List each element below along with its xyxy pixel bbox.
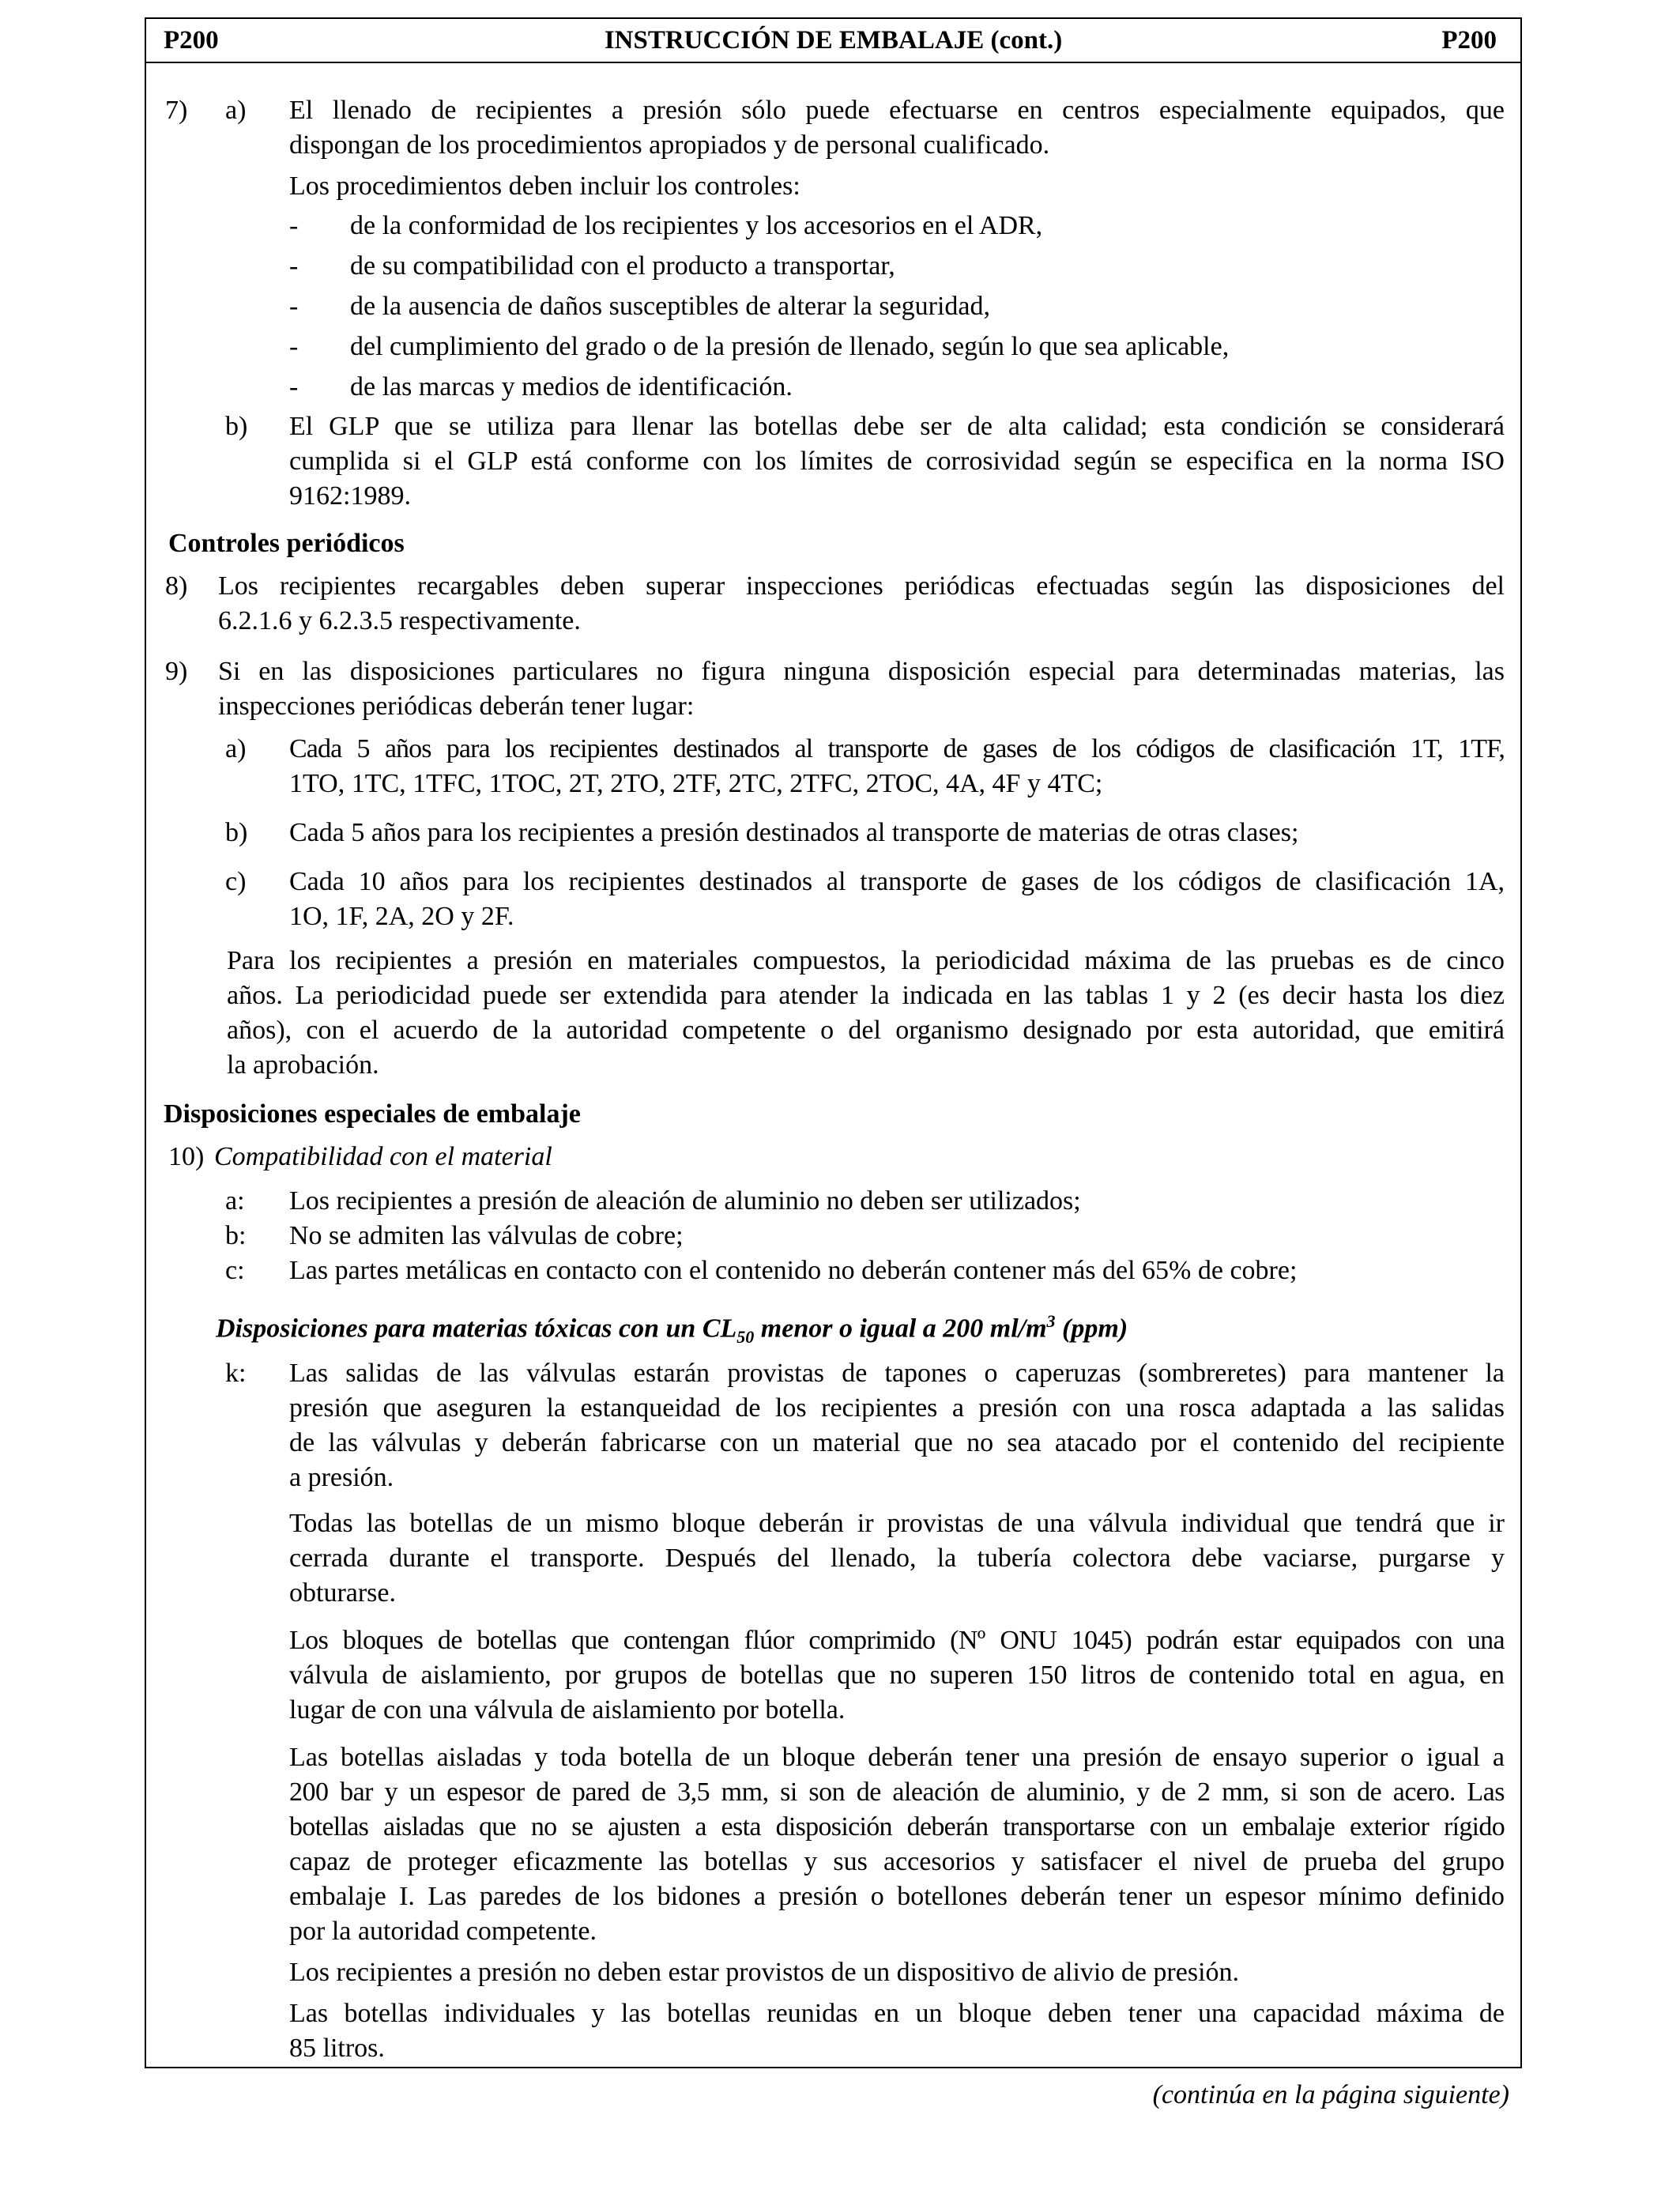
item-10c-text: Las partes metálicas en contacto con el contenido no deberán contener más del 65% de cobre; <box>289 1256 1298 1285</box>
item-10c-label: c: <box>225 1256 245 1285</box>
item-9b-line: Cada 5 años para los recipientes a presión destinados al transporte de materias de otras clases; <box>289 818 1299 847</box>
control-item: de su compatibilidad con el producto a transportar, <box>350 251 895 281</box>
k-paragraph-line: Las botellas individuales y las botellas reunidas en un bloque deben tener una capacidad máxima de <box>289 1999 1505 2028</box>
k-paragraph-line: embalaje I. Las paredes de los bidones a presión o botellones deberán tener un espesor mínimo definido <box>289 1882 1505 1911</box>
control-item: de la ausencia de daños susceptibles de alterar la seguridad, <box>350 292 991 321</box>
composite-paragraph-line: la aprobación. <box>227 1050 379 1080</box>
control-item: de las marcas y medios de identificación. <box>350 372 793 401</box>
k-paragraph-line: botellas aisladas que no se ajusten a esta disposición deberán transportarse con un embalaje exterior rígido <box>289 1812 1505 1842</box>
k-paragraph-line: 85 litros. <box>289 2034 385 2063</box>
item-7-number: 7) <box>165 96 188 125</box>
k-paragraph-line: Los recipientes a presión no deben estar provistos de un dispositivo de alivio de presión. <box>289 1958 1240 1987</box>
item-7a-line: dispongan de los procedimientos apropiados y de personal cualificado. <box>289 130 1050 160</box>
item-9a-label: a) <box>225 734 247 763</box>
item-9-line: inspecciones periódicas deberán tener lugar: <box>218 692 695 721</box>
item-10b-text: No se admiten las válvulas de cobre; <box>289 1221 684 1250</box>
composite-paragraph-line: Para los recipientes a presión en materiales compuestos, la periodicidad máxima de las pruebas es de cinco <box>227 946 1505 975</box>
item-10a-label: a: <box>225 1186 245 1216</box>
k-paragraph-line: Las botellas aisladas y toda botella de un bloque deberán tener una presión de ensayo superior o igual a <box>289 1743 1505 1772</box>
k-paragraph-line: Todas las botellas de un mismo bloque deberán ir provistas de una válvula individual que tendrá que ir <box>289 1509 1505 1538</box>
item-9a-line: Cada 5 años para los recipientes destinados al transporte de gases de los códigos de clasificación 1T, 1TF, <box>289 734 1505 763</box>
section-heading-especiales: Disposiciones especiales de embalaje <box>164 1099 581 1129</box>
item-9-number: 9) <box>165 657 188 686</box>
item-k-label: k: <box>225 1359 247 1388</box>
control-item: del cumplimiento del grado o de la presión de llenado, según lo que sea aplicable, <box>350 332 1230 361</box>
k-paragraph-line: cerrada durante el transporte. Después del llenado, la tubería colectora debe vaciarse, purgarse y <box>289 1544 1505 1573</box>
item-10a-text: Los recipientes a presión de aleación de aluminio no deben ser utilizados; <box>289 1186 1081 1216</box>
dash-bullet: - <box>289 211 299 240</box>
header-code-right: P200 <box>1441 26 1497 55</box>
header-code-left: P200 <box>164 26 219 55</box>
dash-bullet: - <box>289 292 299 321</box>
dash-bullet: - <box>289 251 299 281</box>
composite-paragraph-line: años), con el acuerdo de la autoridad competente o del organismo designado por esta autoridad, que emitirá <box>227 1016 1505 1045</box>
item-9c-label: c) <box>225 867 247 896</box>
k-paragraph-line: Las salidas de las válvulas estarán provistas de tapones o caperuzas (sombreretes) para mantener la <box>289 1359 1505 1388</box>
item-10-number: 10) <box>168 1142 205 1171</box>
table-header <box>146 19 1520 63</box>
item-7b-label: b) <box>225 412 248 441</box>
dash-bullet: - <box>289 372 299 401</box>
item-9c-line: 1O, 1F, 2A, 2O y 2F. <box>289 902 514 931</box>
item-8-line: Los recipientes recargables deben superar inspecciones periódicas efectuadas según las disposiciones del <box>218 571 1505 601</box>
item-7b-line: 9162:1989. <box>289 481 411 511</box>
k-paragraph-line: capaz de proteger eficazmente las botellas y sus accesorios y satisfacer el nivel de prueba del grupo <box>289 1847 1505 1876</box>
k-paragraph-line: lugar de con una válvula de aislamiento por botella. <box>289 1695 846 1725</box>
toxic-subheading: Disposiciones para materias tóxicas con un $CL_{50}$ menor o igual a 200 $ml/m^3$ (ppm) <box>216 1311 1128 1348</box>
k-paragraph-line: obturarse. <box>289 1578 397 1608</box>
item-7b-line: cumplida si el GLP está conforme con los límites de corrosividad según se especifica en la norma ISO <box>289 447 1505 476</box>
continuation-note: (continúa en la página siguiente) <box>1152 2080 1509 2109</box>
item-9c-line: Cada 10 años para los recipientes destinados al transporte de gases de los códigos de clasificación 1A, <box>289 867 1505 896</box>
k-paragraph-line: 200 bar y un espesor de pared de 3,5 mm, si son de aleación de aluminio, y de 2 mm, si son de acero. Las <box>289 1777 1505 1807</box>
k-paragraph-line: presión que aseguren la estanqueidad de los recipientes a presión con una rosca adaptada a las salidas <box>289 1393 1505 1423</box>
k-paragraph-line: a presión. <box>289 1463 394 1492</box>
k-paragraph-line: válvula de aislamiento, por grupos de botellas que no superen 150 litros de contenido total en agua, en <box>289 1661 1505 1690</box>
k-paragraph-line: Los bloques de botellas que contengan flúor comprimido (Nº ONU 1045) podrán estar equipados con una <box>289 1626 1505 1655</box>
k-paragraph-line: de las válvulas y deberán fabricarse con un material que no sea atacado por el contenido del recipiente <box>289 1428 1505 1457</box>
dash-bullet: - <box>289 332 299 361</box>
control-item: de la conformidad de los recipientes y los accesorios en el ADR, <box>350 211 1043 240</box>
item-9b-label: b) <box>225 818 248 847</box>
item-7b-line: El GLP que se utiliza para llenar las botellas debe ser de alta calidad; esta condición se considerará <box>289 412 1505 441</box>
item-8-line: 6.2.1.6 y 6.2.3.5 respectivamente. <box>218 606 581 635</box>
item-9a-line: 1TO, 1TC, 1TFC, 1TOC, 2T, 2TO, 2TF, 2TC, 2TFC, 2TOC, 4A, 4F y 4TC; <box>289 769 1103 798</box>
procedures-intro: Los procedimientos deben incluir los controles: <box>289 172 800 201</box>
instruction-table <box>145 17 1522 2068</box>
item-10b-label: b: <box>225 1221 247 1250</box>
item-8-number: 8) <box>165 571 188 601</box>
section-heading-controles: Controles periódicos <box>168 529 405 558</box>
k-paragraph-line: por la autoridad competente. <box>289 1917 597 1946</box>
item-7a-line: El llenado de recipientes a presión sólo puede efectuarse en centros especialmente equipados, que <box>289 96 1505 125</box>
item-9-line: Si en las disposiciones particulares no figura ninguna disposición especial para determinadas materias, las <box>218 657 1505 686</box>
item-7a-label: a) <box>225 96 247 125</box>
header-title: INSTRUCCIÓN DE EMBALAJE (cont.) <box>604 26 1063 55</box>
item-10-title: Compatibilidad con el material <box>214 1142 552 1171</box>
composite-paragraph-line: años. La periodicidad puede ser extendida para atender la indicada en las tablas 1 y 2 (es decir hasta los diez <box>227 981 1505 1010</box>
